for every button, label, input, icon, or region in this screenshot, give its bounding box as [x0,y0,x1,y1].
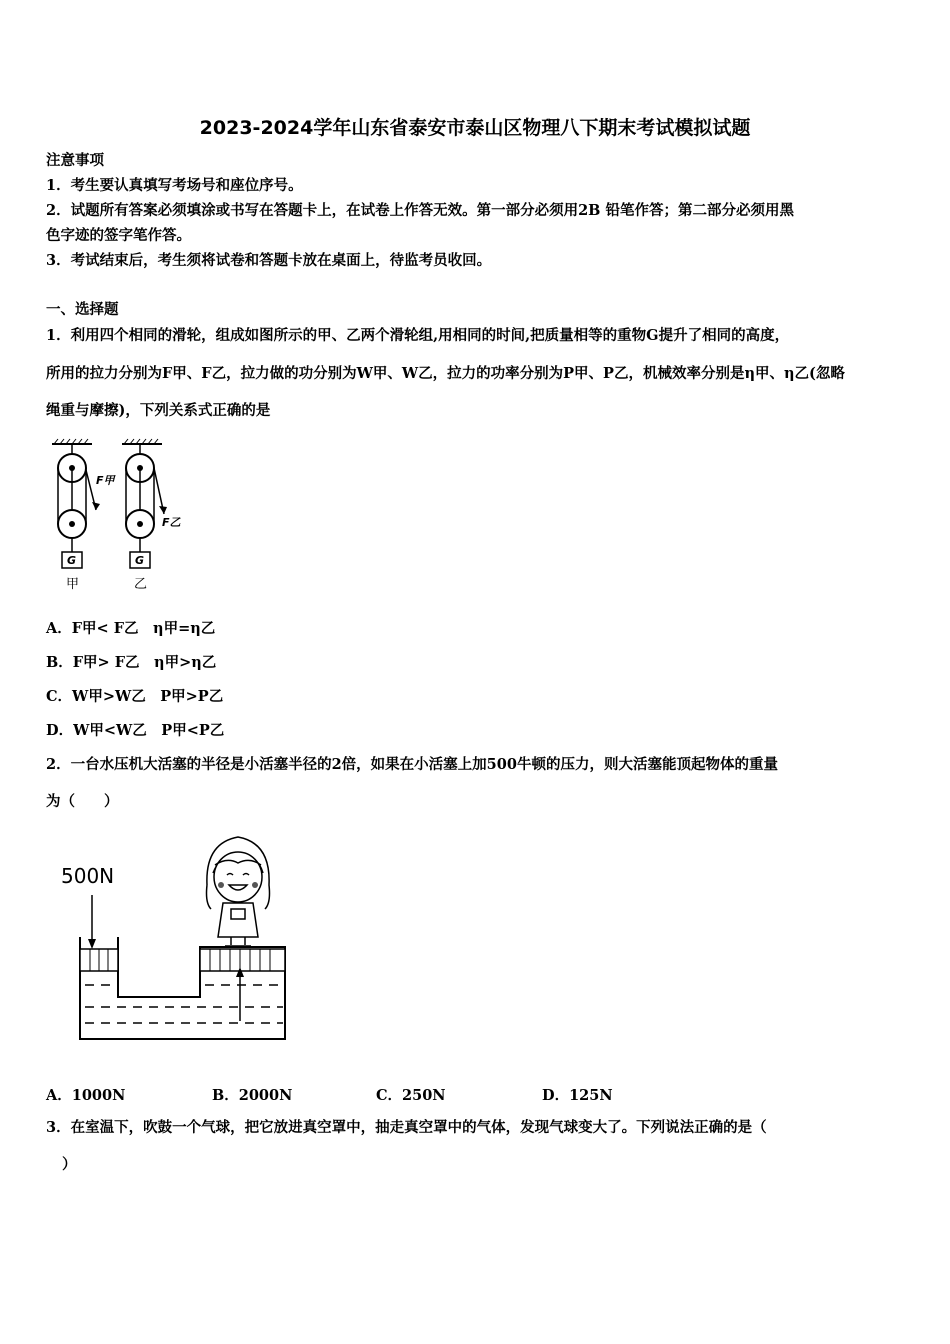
q1-text-line: 1．利用四个相同的滑轮，组成如图所示的甲、乙两个滑轮组,用相同的时间,把质量相等的重物G提升了相同的高度， [46,327,790,344]
notice-item: 1．考生要认真填写考场号和座位序号。 [46,177,303,194]
section-heading: 一、选择题 [46,301,119,318]
q1-text-line: 所用的拉力分别为F甲、F乙，拉力做的功分别为W甲、W乙，拉力的功率分别为P甲、P乙，机械效率分别是η甲、η乙(忽略 [46,365,845,382]
q3-text-line: 3．在室温下，吹鼓一个气球，把它放进真空罩中，抽走真空罩中的气体，发现气球变大了。下列说法正确的是（ [46,1119,767,1136]
notice-item: 色字迹的签字笔作答。 [46,227,191,244]
q2-option-a: A．1000N [46,1087,126,1104]
q2-text-line: 2．一台水压机大活塞的半径是小活塞半径的2倍，如果在小活塞上加500牛顿的压力，则大活塞能顶起物体的重量 [46,756,778,773]
q1-option-c: C．W甲>W乙 P甲>P乙 [46,688,224,705]
q2-text-line: 为（ ） [46,793,119,810]
figure-label-right: 乙 [134,577,148,592]
exam-title: 2023-2024学年山东省泰安市泰山区物理八下期末考试模拟试题 [199,117,751,139]
q1-option-a: A．F甲< F乙 η甲=η乙 [46,620,216,637]
force-label-left: F甲 [96,474,115,487]
q2-option-c: C．250N [376,1087,446,1104]
figure-label-left: 甲 [66,577,80,592]
q2-option-b: B．2000N [212,1087,293,1104]
notice-heading: 注意事项 [46,152,104,169]
hydraulic-press-figure [55,825,305,1050]
notice-item: 3．考试结束后，考生须将试卷和答题卡放在桌面上，待监考员收回。 [46,252,492,269]
q1-option-b: B．F甲> F乙 η甲>η乙 [46,654,217,671]
q3-text-line: ） [62,1156,77,1173]
q2-option-d: D．125N [542,1087,613,1104]
force-label: 500N [61,864,115,888]
notice-item: 2．试题所有答案必须填涂或书写在答题卡上，在试卷上作答无效。第一部分必须用2B 铅笔作答；第二部分必须用黑 [46,202,794,219]
force-label-right: F乙 [162,516,181,529]
weight-label: G [67,554,77,567]
q1-option-d: D．W甲<W乙 P甲<P乙 [46,722,225,739]
q1-text-line: 绳重与摩擦)，下列关系式正确的是 [46,402,271,419]
pulley-figure [40,436,200,596]
weight-label: G [135,554,145,567]
